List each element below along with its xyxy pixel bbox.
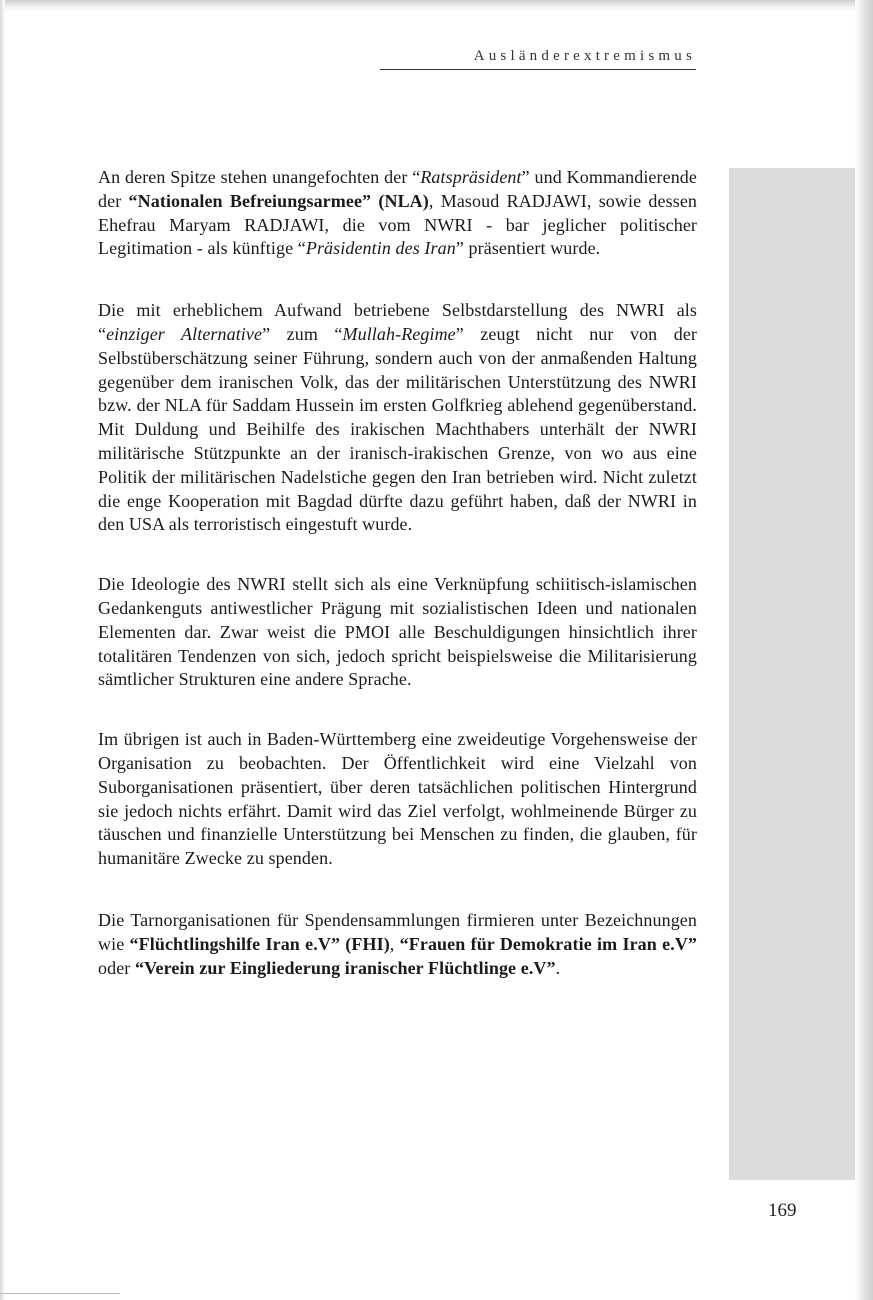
p2-italic-mullah-regime: Mullah-Regime xyxy=(342,323,456,344)
p1-text: ” präsentiert wurde. xyxy=(455,238,601,259)
page-bottom-line xyxy=(0,1293,120,1294)
p2-italic-alternative: einziger Alternative xyxy=(106,323,263,344)
p5-bold-frauen: “Frauen für Demokratie im Iran e.V” xyxy=(399,933,698,954)
p5-text: Die Tarnorganisationen für Spendensammlungen firmieren unter Bezeichnungen wie xyxy=(98,909,697,954)
paragraph-2 xyxy=(98,299,697,537)
p5-text: , xyxy=(389,933,400,954)
p2-text: ” zeugt nicht nur von der Selbstüberschätzung seiner Führung, sondern auch von der anmaßenden Haltung gegenüber dem iranischen Volk, das der militärischen Unterstützung des NWRI bzw. der NLA für Saddam Hussein im ersten Golfkrieg ablehend gegenüberstand. Mit Duldung und Beihilfe des irakischen Machthabers unterhält der NWRI militärische Stützpunkte an der iranisch-irakischen Grenze, von wo aus eine Politik der militärischen Nadelstiche gegen den Iran betrieben wird. Nicht zuletzt die enge Kooperation mit Bagdad dürfte dazu geführt haben, daß der NWRI in den USA als terroristisch eingestuft wurde. xyxy=(98,323,698,535)
page-right-edge xyxy=(855,0,873,1300)
p1-text: An deren Spitze stehen unangefochten der “ xyxy=(98,167,421,187)
paragraph-4: Im übrigen ist auch in Baden-Württemberg eine zweideutige Vorgehensweise der Organisation zu beobachten. Der Öffentlichkeit wird eine Vielzahl von Suborganisationen präsentiert, über deren tatsächlichen politischen Hintergrund sie jedoch nichts erfährt. Damit wird das Ziel verfolgt, wohlmeinende Bürger zu täuschen und finanzielle Unterstützung bei Menschen zu finden, die glauben, für humanitäre Zwecke zu spenden. xyxy=(98,729,697,869)
paragraph-3: Die Ideologie des NWRI stellt sich als eine Verknüpfung schiitisch-islamischen Gedankenguts antiwestlicher Prägung mit sozialistischen Ideen und nationalen Elementen dar. Zwar weist die PMOI alle Beschuldigungen hinsichtlich ihrer totalitären Tendenzen von sich, jedoch spricht beispielsweise die Militarisierung sämtlicher Strukturen eine andere Sprache. xyxy=(98,574,697,690)
p5-text: . xyxy=(555,957,561,978)
chapter-thumb-tab xyxy=(729,168,863,1180)
page-left-edge xyxy=(0,0,5,1300)
running-head: Ausländerextremismus xyxy=(380,48,696,70)
paragraph-1 xyxy=(98,166,697,261)
p1-italic-ratspraesident: Ratspräsident xyxy=(420,167,522,187)
body-text xyxy=(98,166,697,980)
paragraph-5 xyxy=(98,909,697,980)
p2-text: ” zum “ xyxy=(262,323,343,344)
p1-italic-praesidentin: Präsidentin des Iran xyxy=(305,238,456,259)
p1-text: , Masoud RADJAWI, sowie dessen Ehefrau Maryam RADJAWI, die vom NWRI - bar jeglicher politischer Legitimation - als künftige “ xyxy=(98,190,698,259)
p5-bold-verein: “Verein zur Eingliederung iranischer Flüchtlinge e.V” xyxy=(134,957,556,978)
page-number: 169 xyxy=(768,1200,797,1221)
p5-text: oder xyxy=(98,957,135,978)
p1-text: ” und Kommandierende der xyxy=(98,167,697,211)
p1-bold-nla: “Nationalen Befreiungsarmee” (NLA) xyxy=(128,190,429,211)
page-top-edge xyxy=(0,0,873,12)
p2-text: Die mit erheblichem Aufwand betriebene Selbstdarstellung des NWRI als “ xyxy=(98,300,697,344)
p5-bold-fhi: “Flüchtlingshilfe Iran e.V” (FHI) xyxy=(129,933,390,954)
